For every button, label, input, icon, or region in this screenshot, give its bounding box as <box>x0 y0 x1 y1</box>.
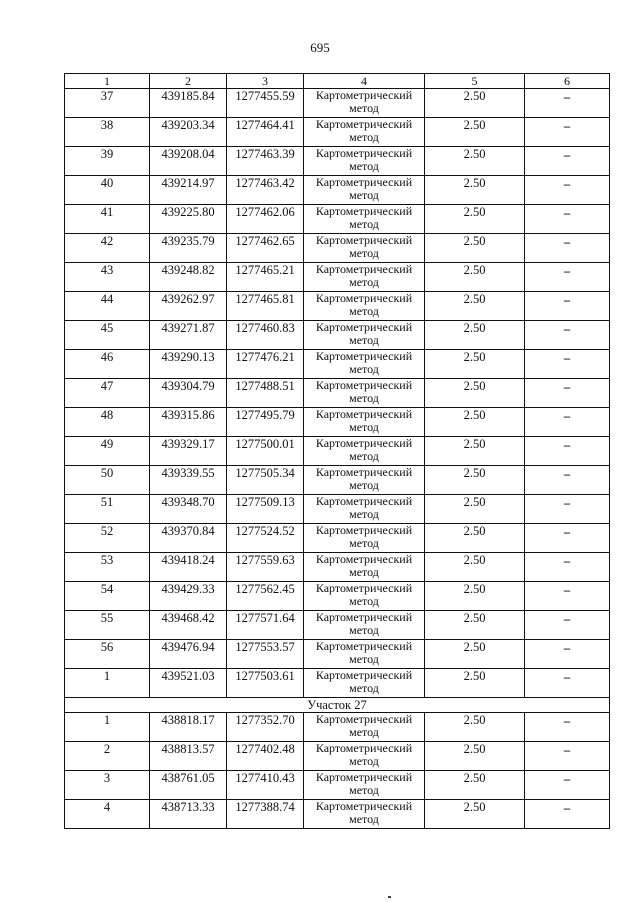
coordinates-table <box>64 73 610 829</box>
note-cell: – <box>525 611 610 640</box>
column-header: 3 <box>227 74 304 89</box>
x-coordinate-cell: 439214.97 <box>150 176 227 205</box>
y-coordinate-cell: 1277571.64 <box>227 611 304 640</box>
method-cell: Картометрический метод <box>304 321 425 350</box>
table-row <box>65 524 610 553</box>
x-coordinate-cell: 439521.03 <box>150 669 227 698</box>
method-cell: Картометрический метод <box>304 466 425 495</box>
note-cell: – <box>525 524 610 553</box>
method-cell: Картометрический метод <box>304 379 425 408</box>
method-cell: Картометрический метод <box>304 205 425 234</box>
x-coordinate-cell: 439339.55 <box>150 466 227 495</box>
accuracy-cell: 2.50 <box>425 263 525 292</box>
x-coordinate-cell: 439225.80 <box>150 205 227 234</box>
note-cell: – <box>525 466 610 495</box>
point-number-cell: 49 <box>65 437 150 466</box>
accuracy-cell: 2.50 <box>425 205 525 234</box>
point-number-cell: 2 <box>65 742 150 771</box>
method-cell: Картометрический метод <box>304 713 425 742</box>
note-cell: – <box>525 437 610 466</box>
y-coordinate-cell: 1277460.83 <box>227 321 304 350</box>
accuracy-cell: 2.50 <box>425 800 525 829</box>
section-row <box>65 698 610 713</box>
table-row <box>65 713 610 742</box>
note-cell: – <box>525 321 610 350</box>
method-cell: Картометрический метод <box>304 582 425 611</box>
method-cell: Картометрический метод <box>304 669 425 698</box>
x-coordinate-cell: 439203.34 <box>150 118 227 147</box>
table-row <box>65 800 610 829</box>
table-row <box>65 379 610 408</box>
y-coordinate-cell: 1277509.13 <box>227 495 304 524</box>
note-cell: – <box>525 582 610 611</box>
x-coordinate-cell: 439348.70 <box>150 495 227 524</box>
method-cell: Картометрический метод <box>304 553 425 582</box>
x-coordinate-cell: 439235.79 <box>150 234 227 263</box>
x-coordinate-cell: 439418.24 <box>150 553 227 582</box>
table-row <box>65 742 610 771</box>
point-number-cell: 4 <box>65 800 150 829</box>
accuracy-cell: 2.50 <box>425 118 525 147</box>
accuracy-cell: 2.50 <box>425 350 525 379</box>
accuracy-cell: 2.50 <box>425 379 525 408</box>
y-coordinate-cell: 1277524.52 <box>227 524 304 553</box>
accuracy-cell: 2.50 <box>425 669 525 698</box>
method-cell: Картометрический метод <box>304 234 425 263</box>
x-coordinate-cell: 439271.87 <box>150 321 227 350</box>
method-cell: Картометрический метод <box>304 292 425 321</box>
x-coordinate-cell: 439329.17 <box>150 437 227 466</box>
x-coordinate-cell: 438761.05 <box>150 771 227 800</box>
table-row <box>65 321 610 350</box>
column-header: 5 <box>425 74 525 89</box>
note-cell: – <box>525 713 610 742</box>
note-cell: – <box>525 89 610 118</box>
y-coordinate-cell: 1277488.51 <box>227 379 304 408</box>
x-coordinate-cell: 439290.13 <box>150 350 227 379</box>
table-row <box>65 205 610 234</box>
y-coordinate-cell: 1277455.59 <box>227 89 304 118</box>
point-number-cell: 50 <box>65 466 150 495</box>
method-cell: Картометрический метод <box>304 800 425 829</box>
method-cell: Картометрический метод <box>304 147 425 176</box>
y-coordinate-cell: 1277388.74 <box>227 800 304 829</box>
point-number-cell: 41 <box>65 205 150 234</box>
y-coordinate-cell: 1277500.01 <box>227 437 304 466</box>
point-number-cell: 53 <box>65 553 150 582</box>
x-coordinate-cell: 439370.84 <box>150 524 227 553</box>
note-cell: – <box>525 408 610 437</box>
note-cell: – <box>525 234 610 263</box>
accuracy-cell: 2.50 <box>425 321 525 350</box>
y-coordinate-cell: 1277476.21 <box>227 350 304 379</box>
point-number-cell: 1 <box>65 669 150 698</box>
note-cell: – <box>525 292 610 321</box>
y-coordinate-cell: 1277463.39 <box>227 147 304 176</box>
accuracy-cell: 2.50 <box>425 553 525 582</box>
accuracy-cell: 2.50 <box>425 89 525 118</box>
y-coordinate-cell: 1277562.45 <box>227 582 304 611</box>
x-coordinate-cell: 439315.86 <box>150 408 227 437</box>
method-cell: Картометрический метод <box>304 771 425 800</box>
method-cell: Картометрический метод <box>304 611 425 640</box>
method-cell: Картометрический метод <box>304 176 425 205</box>
y-coordinate-cell: 1277465.81 <box>227 292 304 321</box>
column-header: 1 <box>65 74 150 89</box>
column-header: 2 <box>150 74 227 89</box>
point-number-cell: 40 <box>65 176 150 205</box>
table-row <box>65 611 610 640</box>
x-coordinate-cell: 439429.33 <box>150 582 227 611</box>
scan-mark <box>388 896 391 898</box>
note-cell: – <box>525 640 610 669</box>
accuracy-cell: 2.50 <box>425 524 525 553</box>
method-cell: Картометрический метод <box>304 437 425 466</box>
table-row <box>65 408 610 437</box>
point-number-cell: 55 <box>65 611 150 640</box>
page-number: 695 <box>310 40 330 55</box>
point-number-cell: 37 <box>65 89 150 118</box>
point-number-cell: 51 <box>65 495 150 524</box>
method-cell: Картометрический метод <box>304 524 425 553</box>
note-cell: – <box>525 669 610 698</box>
table-row <box>65 118 610 147</box>
y-coordinate-cell: 1277503.61 <box>227 669 304 698</box>
y-coordinate-cell: 1277495.79 <box>227 408 304 437</box>
table-row <box>65 640 610 669</box>
note-cell: – <box>525 205 610 234</box>
accuracy-cell: 2.50 <box>425 437 525 466</box>
x-coordinate-cell: 439468.42 <box>150 611 227 640</box>
accuracy-cell: 2.50 <box>425 713 525 742</box>
table-row <box>65 437 610 466</box>
table-row <box>65 263 610 292</box>
y-coordinate-cell: 1277553.57 <box>227 640 304 669</box>
table-row <box>65 89 610 118</box>
note-cell: – <box>525 147 610 176</box>
method-cell: Картометрический метод <box>304 495 425 524</box>
point-number-cell: 48 <box>65 408 150 437</box>
y-coordinate-cell: 1277465.21 <box>227 263 304 292</box>
note-cell: – <box>525 379 610 408</box>
method-cell: Картометрический метод <box>304 640 425 669</box>
x-coordinate-cell: 439185.84 <box>150 89 227 118</box>
accuracy-cell: 2.50 <box>425 147 525 176</box>
x-coordinate-cell: 438713.33 <box>150 800 227 829</box>
point-number-cell: 45 <box>65 321 150 350</box>
accuracy-cell: 2.50 <box>425 742 525 771</box>
method-cell: Картометрический метод <box>304 350 425 379</box>
point-number-cell: 47 <box>65 379 150 408</box>
note-cell: – <box>525 800 610 829</box>
note-cell: – <box>525 553 610 582</box>
y-coordinate-cell: 1277463.42 <box>227 176 304 205</box>
point-number-cell: 3 <box>65 771 150 800</box>
note-cell: – <box>525 771 610 800</box>
table-row <box>65 669 610 698</box>
table-body-before <box>65 89 610 698</box>
method-cell: Картометрический метод <box>304 89 425 118</box>
table-row <box>65 234 610 263</box>
x-coordinate-cell: 439262.97 <box>150 292 227 321</box>
section-title: Участок 27 <box>65 698 610 713</box>
accuracy-cell: 2.50 <box>425 292 525 321</box>
accuracy-cell: 2.50 <box>425 234 525 263</box>
section-body <box>65 698 610 713</box>
note-cell: – <box>525 742 610 771</box>
table-row <box>65 553 610 582</box>
accuracy-cell: 2.50 <box>425 176 525 205</box>
accuracy-cell: 2.50 <box>425 466 525 495</box>
x-coordinate-cell: 439304.79 <box>150 379 227 408</box>
y-coordinate-cell: 1277464.41 <box>227 118 304 147</box>
table-row <box>65 292 610 321</box>
point-number-cell: 52 <box>65 524 150 553</box>
table-row <box>65 466 610 495</box>
column-header: 6 <box>525 74 610 89</box>
accuracy-cell: 2.50 <box>425 495 525 524</box>
x-coordinate-cell: 439476.94 <box>150 640 227 669</box>
table-row <box>65 495 610 524</box>
method-cell: Картометрический метод <box>304 263 425 292</box>
note-cell: – <box>525 495 610 524</box>
x-coordinate-cell: 439248.82 <box>150 263 227 292</box>
point-number-cell: 1 <box>65 713 150 742</box>
point-number-cell: 42 <box>65 234 150 263</box>
table-body-after <box>65 713 610 829</box>
y-coordinate-cell: 1277462.65 <box>227 234 304 263</box>
method-cell: Картометрический метод <box>304 118 425 147</box>
note-cell: – <box>525 350 610 379</box>
table-row <box>65 771 610 800</box>
point-number-cell: 44 <box>65 292 150 321</box>
point-number-cell: 54 <box>65 582 150 611</box>
y-coordinate-cell: 1277559.63 <box>227 553 304 582</box>
accuracy-cell: 2.50 <box>425 408 525 437</box>
x-coordinate-cell: 438813.57 <box>150 742 227 771</box>
column-header: 4 <box>304 74 425 89</box>
point-number-cell: 46 <box>65 350 150 379</box>
y-coordinate-cell: 1277410.43 <box>227 771 304 800</box>
x-coordinate-cell: 439208.04 <box>150 147 227 176</box>
point-number-cell: 38 <box>65 118 150 147</box>
note-cell: – <box>525 176 610 205</box>
accuracy-cell: 2.50 <box>425 582 525 611</box>
accuracy-cell: 2.50 <box>425 771 525 800</box>
header-row <box>65 74 610 89</box>
accuracy-cell: 2.50 <box>425 611 525 640</box>
table-row <box>65 147 610 176</box>
y-coordinate-cell: 1277352.70 <box>227 713 304 742</box>
y-coordinate-cell: 1277402.48 <box>227 742 304 771</box>
method-cell: Картометрический метод <box>304 742 425 771</box>
x-coordinate-cell: 438818.17 <box>150 713 227 742</box>
point-number-cell: 39 <box>65 147 150 176</box>
note-cell: – <box>525 118 610 147</box>
y-coordinate-cell: 1277505.34 <box>227 466 304 495</box>
y-coordinate-cell: 1277462.06 <box>227 205 304 234</box>
point-number-cell: 56 <box>65 640 150 669</box>
note-cell: – <box>525 263 610 292</box>
accuracy-cell: 2.50 <box>425 640 525 669</box>
point-number-cell: 43 <box>65 263 150 292</box>
method-cell: Картометрический метод <box>304 408 425 437</box>
table-row <box>65 582 610 611</box>
table-row <box>65 176 610 205</box>
table-row <box>65 350 610 379</box>
